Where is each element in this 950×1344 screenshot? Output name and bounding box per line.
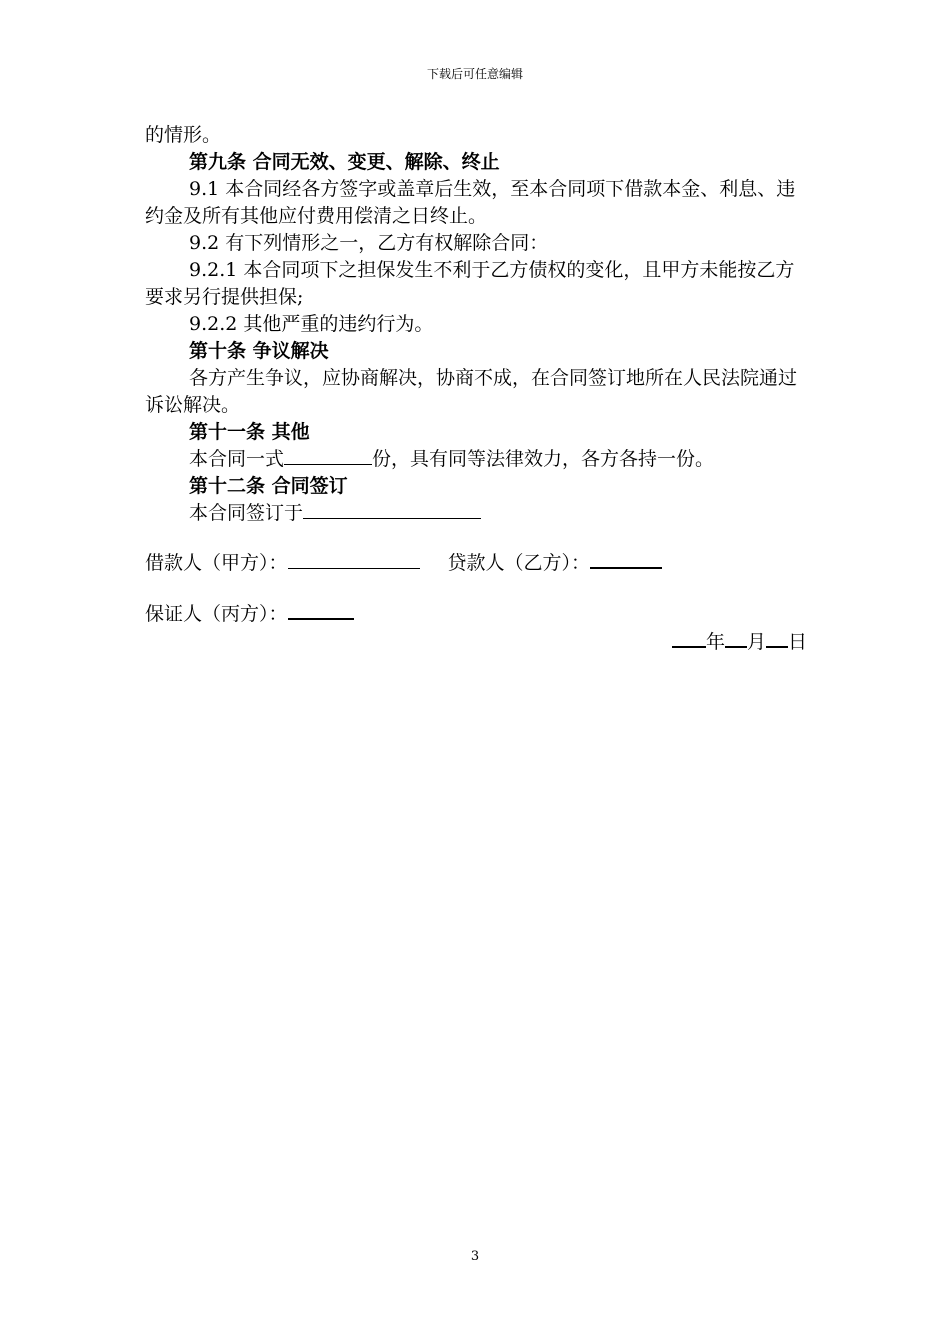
page-number: 3 <box>470 1249 480 1264</box>
copies-blank <box>284 446 372 465</box>
month-label: 月 <box>746 631 766 653</box>
borrower-signature-blank <box>288 550 420 569</box>
document-body <box>145 122 807 656</box>
article-9-heading: 第九条 合同无效、变更、解除、终止 <box>189 151 500 173</box>
lender-label: 贷款人（乙方）： <box>447 552 591 574</box>
year-label: 年 <box>705 631 725 653</box>
guarantor-signature-blank <box>288 600 354 620</box>
clause-9-2: 9.2 有下列情形之一，乙方有权解除合同： <box>189 232 549 254</box>
date-line <box>145 628 807 656</box>
article-11-heading: 第十一条 其他 <box>189 421 310 443</box>
signature-row-guarantor <box>145 600 807 628</box>
clause-12 <box>145 500 807 527</box>
day-label: 日 <box>787 631 807 653</box>
clause-9-2-2: 9.2.2 其他严重的违约行为。 <box>189 313 434 335</box>
lender-signature-blank <box>590 549 662 569</box>
article-12-heading: 第十二条 合同签订 <box>189 475 348 497</box>
signature-row-borrower-lender <box>145 549 807 577</box>
clause-9-1: 9.1 本合同经各方签字或盖章后生效，至本合同项下借款本金、利息、违约金及所有其他应付费用偿清之日终止。 <box>145 178 796 227</box>
clause-10: 各方产生争议，应协商解决，协商不成，在合同签订地所在人民法院通过诉讼解决。 <box>145 367 798 416</box>
paragraph-continuation: 的情形。 <box>145 124 222 146</box>
borrower-label: 借款人（甲方）： <box>145 552 288 574</box>
year-blank <box>672 628 706 648</box>
clause-9-2-1: 9.2.1 本合同项下之担保发生不利于乙方债权的变化，且甲方未能按乙方要求另行提供担保; <box>145 259 795 308</box>
clause-12-text: 本合同签订于 <box>189 502 304 524</box>
day-blank <box>766 628 788 648</box>
month-blank <box>725 628 747 648</box>
clause-11-text-after: 份，具有同等法律效力，各方各持一份。 <box>372 448 715 470</box>
signing-place-blank <box>303 500 481 519</box>
article-10-heading: 第十条 争议解决 <box>189 340 329 362</box>
clause-11-text-before: 本合同一式 <box>189 448 285 470</box>
header-note: 下载后可任意编辑 <box>426 67 523 81</box>
clause-11 <box>145 446 807 473</box>
guarantor-label: 保证人（丙方）： <box>145 603 288 625</box>
